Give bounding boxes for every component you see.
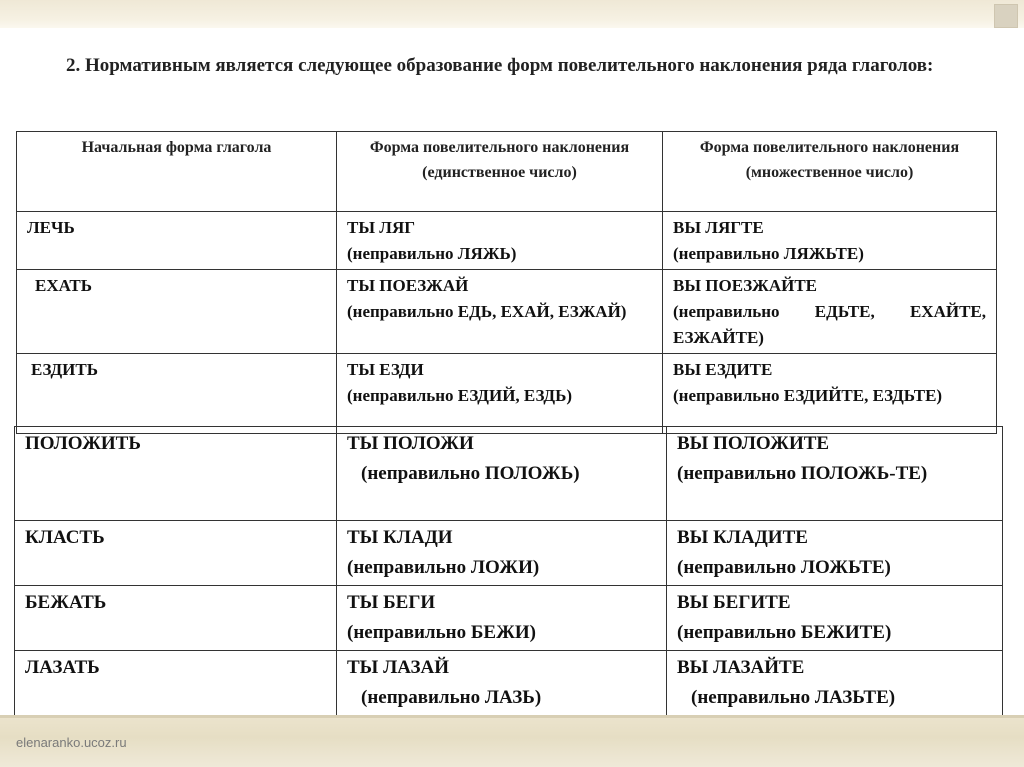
imperative-table-bottom (14, 426, 1003, 716)
plural-cell: ВЫ КЛАДИТЕ (неправильно ЛОЖЬТЕ) (667, 521, 1003, 586)
singular-cell: ТЫ ПОЕЗЖАЙ (неправильно ЕДЬ, ЕХАЙ, ЕЗЖАЙ) (337, 270, 663, 354)
singular-cell: ТЫ ПОЛОЖИ (неправильно ПОЛОЖЬ) (337, 427, 667, 521)
footer-url: elenaranko.ucoz.ru (16, 735, 127, 750)
table-row (15, 521, 1003, 586)
exercise-number: 2. (66, 55, 81, 76)
exercise-text: Нормативным является следующее образование форм повелительного наклонения ряда глаголов: (85, 55, 934, 76)
bottom-decorative-band (0, 718, 1024, 767)
verb-cell: БЕЖАТЬ (15, 586, 337, 651)
verb-cell: ЕЗДИТЬ (17, 354, 337, 434)
plural-cell: ВЫ ПОЕЗЖАЙТЕ (неправильно ЕДЬТЕ, ЕХАЙТЕ, ЕЗЖАЙТЕ) (663, 270, 997, 354)
plural-cell: ВЫ БЕГИТЕ (неправильно БЕЖИТЕ) (667, 586, 1003, 651)
table-row (15, 651, 1003, 716)
singular-cell: ТЫ ЛЯГ (неправильно ЛЯЖЬ) (337, 212, 663, 270)
plural-cell: ВЫ ЛАЗАЙТЕ (неправильно ЛАЗЬТЕ) (667, 651, 1003, 716)
table-row (17, 354, 997, 434)
header-plural: Форма повелительного наклонения (множественное число) (663, 132, 997, 212)
verb-cell: КЛАСТЬ (15, 521, 337, 586)
plural-cell: ВЫ ЕЗДИТЕ (неправильно ЕЗДИЙТЕ, ЕЗДЬТЕ) (663, 354, 997, 434)
plural-cell: ВЫ ПОЛОЖИТЕ (неправильно ПОЛОЖЬ-ТЕ) (667, 427, 1003, 521)
top-decorative-band (0, 0, 1024, 28)
verb-cell: ПОЛОЖИТЬ (15, 427, 337, 521)
imperative-table-top (16, 131, 997, 434)
table-row (17, 270, 997, 354)
table-row (15, 586, 1003, 651)
plural-cell: ВЫ ЛЯГТЕ (неправильно ЛЯЖЬТЕ) (663, 212, 997, 270)
verb-cell: ЕХАТЬ (17, 270, 337, 354)
corner-square-icon (994, 4, 1018, 28)
header-singular: Форма повелительного наклонения (единственное число) (337, 132, 663, 212)
verb-cell: ЛАЗАТЬ (15, 651, 337, 716)
verb-cell: ЛЕЧЬ (17, 212, 337, 270)
header-infinitive: Начальная форма глагола (17, 132, 337, 212)
singular-cell: ТЫ КЛАДИ (неправильно ЛОЖИ) (337, 521, 667, 586)
exercise-heading (10, 52, 1010, 79)
singular-cell: ТЫ ЕЗДИ (неправильно ЕЗДИЙ, ЕЗДЬ) (337, 354, 663, 434)
table-row (17, 212, 997, 270)
singular-cell: ТЫ БЕГИ (неправильно БЕЖИ) (337, 586, 667, 651)
table-row (15, 427, 1003, 521)
singular-cell: ТЫ ЛАЗАЙ (неправильно ЛАЗЬ) (337, 651, 667, 716)
table-header-row (17, 132, 997, 212)
